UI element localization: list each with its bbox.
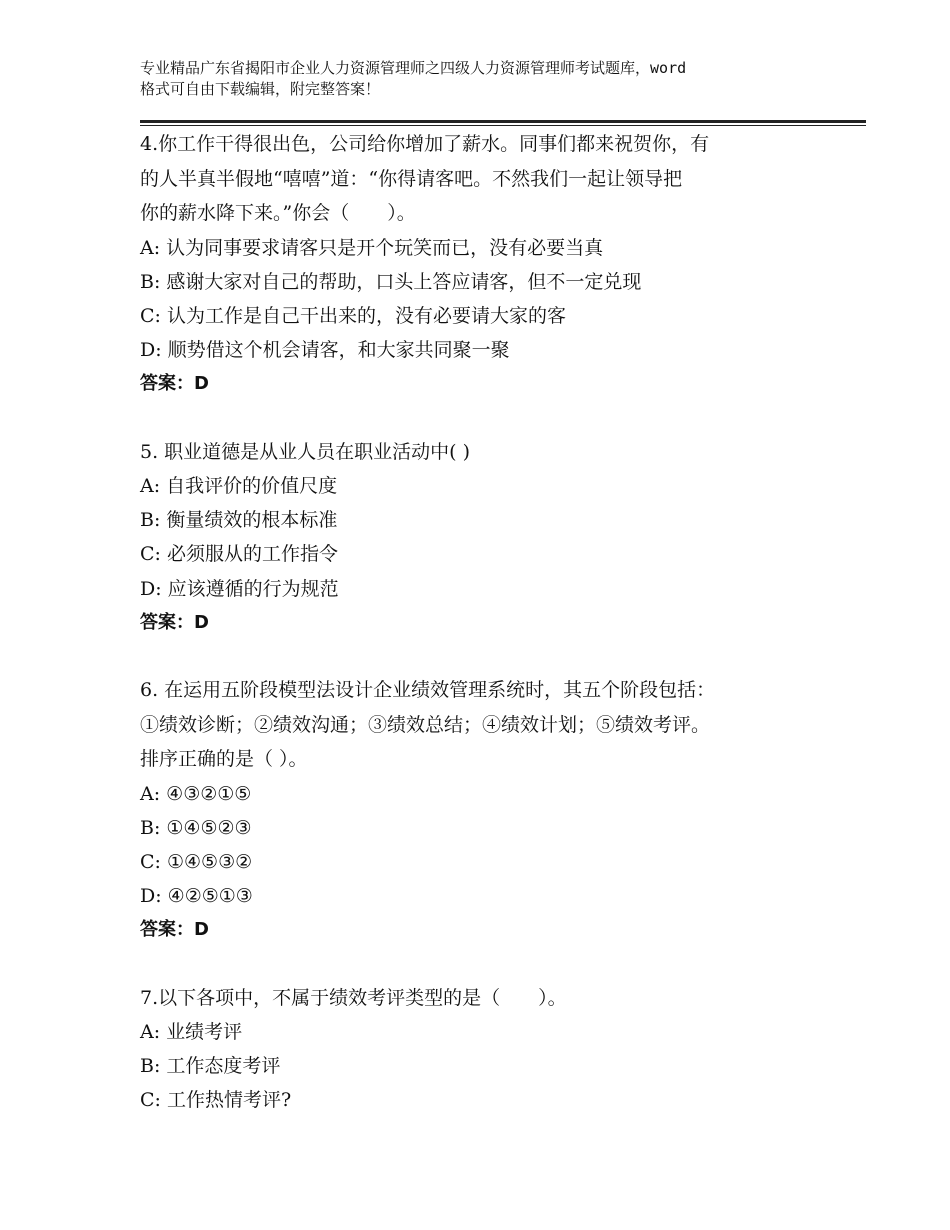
question-stem [140, 435, 840, 470]
question-5 [140, 435, 840, 641]
option-d: D: 应该遵循的行为规范 [140, 577, 339, 600]
header-divider-thick [140, 120, 866, 123]
option-d: D: 顺势借这个机会请客，和大家共同聚一聚 [140, 339, 510, 362]
option-c: C: 工作热情考评? [140, 1089, 292, 1112]
option-b: B: ①④⑤②③ [140, 816, 252, 839]
answer-label: 答案：D [140, 373, 209, 395]
option-b: B: 感谢大家对自己的帮助，口头上答应请客，但不一定兑现 [140, 270, 642, 293]
header-title-line-1: 专业精品广东省揭阳市企业人力资源管理师之四级人力资源管理师考试题库，word [140, 59, 687, 77]
question-spacer [140, 640, 840, 673]
question-stem-line: 排序正确的是（ ）。 [140, 748, 308, 771]
question-list [140, 127, 840, 1118]
option-d: D: ④②⑤①③ [140, 885, 253, 908]
answer-label: 答案：D [140, 611, 209, 633]
question-stem [140, 981, 840, 1016]
option-a: A: 业绩考评 [140, 1021, 243, 1044]
option-c: C: 必须服从的工作指令 [140, 543, 338, 566]
header-title-line-2: 格式可自由下载编辑，附完整答案！ [140, 80, 381, 98]
option-a: A: ④③②①⑤ [140, 782, 252, 805]
question-4 [140, 127, 840, 402]
question-stem-line: 5. 职业道德是从业人员在职业活动中( ) [140, 440, 471, 463]
option-a: A: 认为同事要求请客只是开个玩笑而已，没有必要当真 [140, 236, 604, 259]
question-6 [140, 673, 840, 948]
option-c: C: 认为工作是自己干出来的，没有必要请大家的客 [140, 304, 566, 327]
header-divider-thin [140, 125, 866, 126]
option-b: B: 衡量绩效的根本标准 [140, 509, 338, 532]
question-stem-line: ①绩效诊断；②绩效沟通；③绩效总结；④绩效计划；⑤绩效考评。 [140, 713, 711, 736]
question-stem-line: 4.你工作干得很出色，公司给你增加了薪水。同事们都来祝贺你，有 [140, 133, 710, 155]
option-b: B: 工作态度考评 [140, 1055, 281, 1078]
question-stem-line: 7.以下各项中，不属于绩效考评类型的是（ ）。 [140, 986, 567, 1009]
option-a: A: 自我评价的价值尺度 [140, 475, 338, 498]
option-c: C: ①④⑤③② [140, 850, 253, 873]
question-stem-line: 6. 在运用五阶段模型法设计企业绩效管理系统时，其五个阶段包括： [140, 679, 716, 702]
question-spacer [140, 948, 840, 981]
question-7 [140, 981, 840, 1118]
answer-label: 答案：D [140, 919, 209, 941]
question-stem [140, 127, 840, 231]
question-stem-line: 你的薪水降下来。”你会（ ）。 [140, 202, 416, 224]
question-spacer [140, 402, 840, 435]
question-stem-line: 的人半真半假地“嘻嘻”道：“你得请客吧。不然我们一起让领导把 [140, 167, 683, 190]
document-header [140, 58, 840, 100]
question-stem [140, 673, 840, 777]
